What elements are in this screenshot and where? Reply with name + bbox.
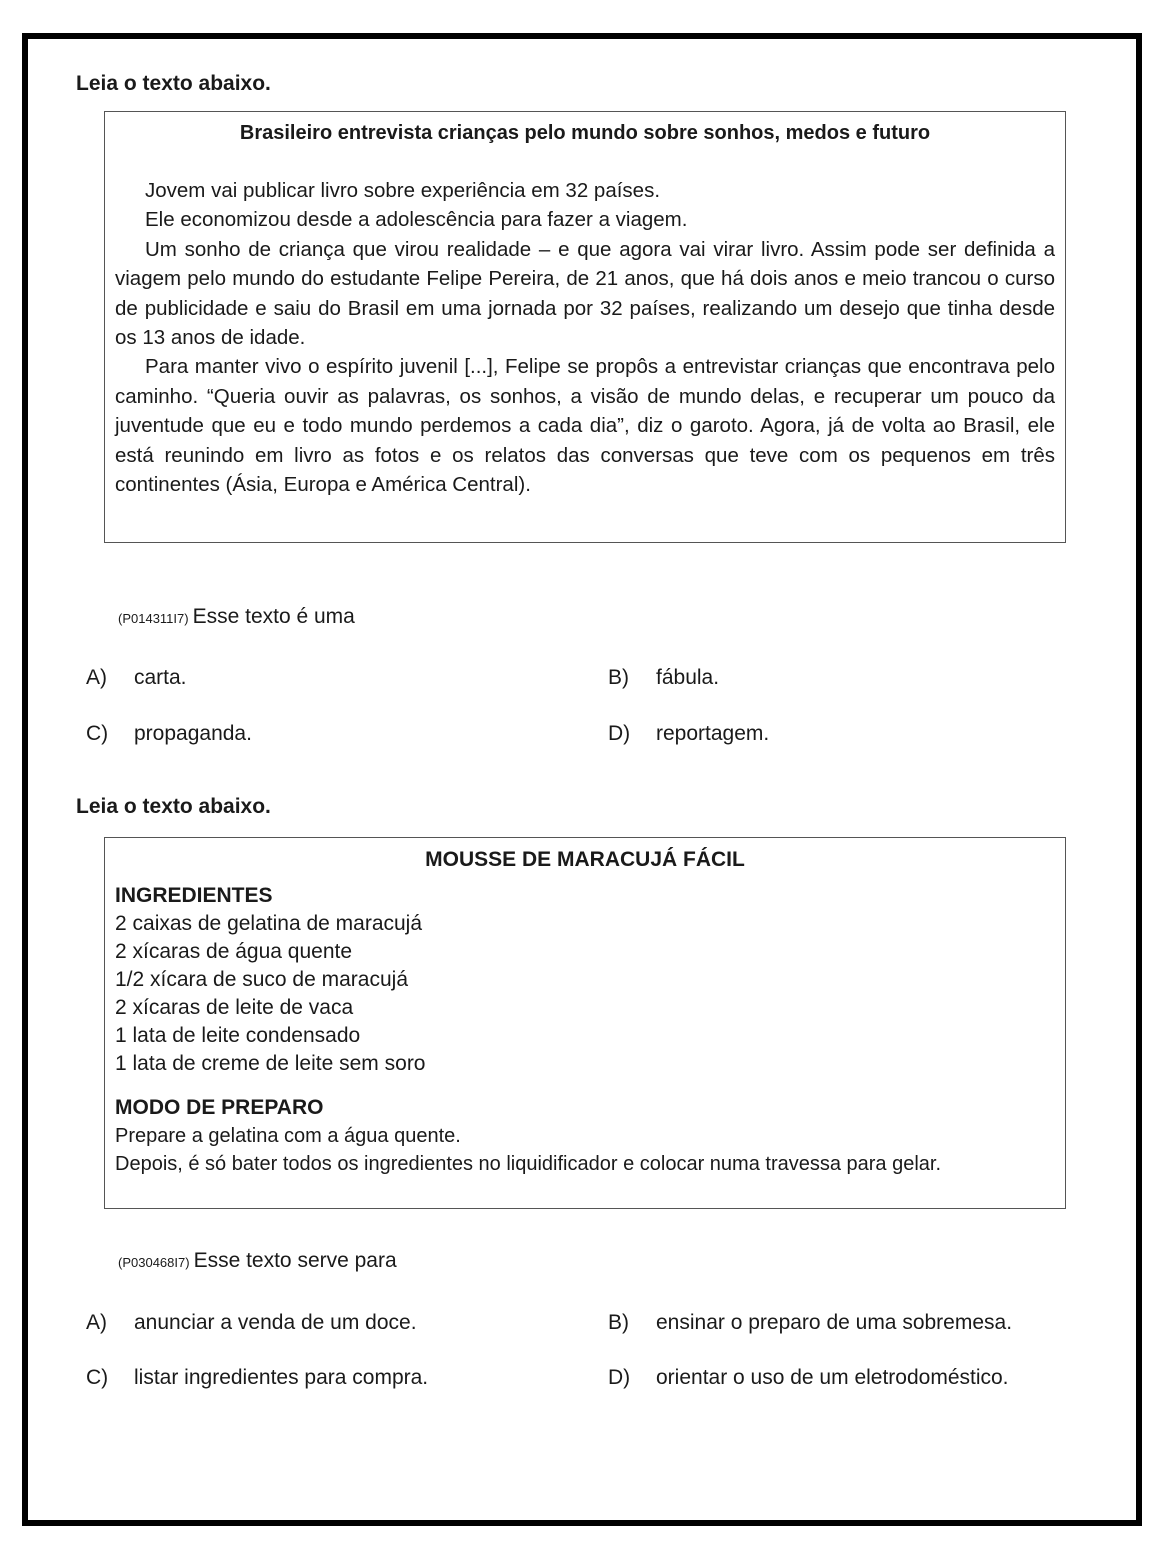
option-a[interactable]: [86, 1311, 417, 1335]
article-paragraph: Para manter vivo o espírito juvenil [...], Felipe se propôs a entrevistar crianças que encontrava pelo caminho. “Queria ouvir as palavras, os sonhos, a visão de mundo delas, e recuperar um pouco da juventude que eu e todo mundo perdemos a cada dia”, diz o garoto. Agora, já de volta ao Brasil, ele está reunindo em livro as fotos e os relatos das conversas que teve com os pequenos em três continentes (Ásia, Europa e América Central).: [115, 355, 1055, 497]
option-text: ensinar o preparo de uma sobremesa.: [656, 1311, 1013, 1334]
ingredient-item: 1 lata de leite condensado: [115, 1024, 361, 1047]
article-paragraph: Um sonho de criança que virou realidade – e que agora vai virar livro. Assim pode ser definida a viagem pelo mundo do estudante Felipe Pereira, de 21 anos, que há dois anos e meio trancou o curso de publicidade e saiu do Brasil em uma jornada por 32 países, realizando um desejo que tinha desde os 13 anos de idade.: [115, 237, 1055, 350]
option-text: reportagem.: [656, 722, 770, 745]
prep-title: MODO DE PREPARO: [115, 1096, 324, 1119]
option-c[interactable]: [86, 722, 252, 746]
ingredients-list: [115, 910, 1055, 1078]
section1-heading: Leia o texto abaixo.: [76, 72, 271, 95]
recipe-box: [104, 837, 1066, 1209]
option-letter: C): [86, 722, 109, 745]
option-letter: D): [608, 1366, 631, 1389]
option-text: listar ingredientes para compra.: [134, 1366, 429, 1389]
option-d[interactable]: [608, 1366, 1009, 1390]
option-a[interactable]: [86, 666, 187, 690]
article-box: [104, 111, 1066, 543]
option-letter: B): [608, 666, 629, 689]
article-paragraph: Ele economizou desde a adolescência para fazer a viagem.: [145, 208, 688, 232]
option-b[interactable]: [608, 666, 719, 690]
option-c[interactable]: [86, 1366, 428, 1390]
prep-line: Prepare a gelatina com a água quente.: [115, 1125, 461, 1147]
article-paragraph: Jovem vai publicar livro sobre experiência em 32 países.: [145, 179, 661, 202]
recipe-title: MOUSSE DE MARACUJÁ FÁCIL: [425, 848, 745, 871]
question-1: [118, 605, 355, 629]
question-text: Esse texto serve para: [193, 1249, 397, 1272]
option-letter: A): [86, 666, 107, 689]
option-text: propaganda.: [134, 722, 252, 745]
option-b[interactable]: [608, 1311, 1012, 1335]
question-text: Esse texto é uma: [192, 605, 355, 628]
option-letter: B): [608, 1311, 629, 1334]
prep-line: Depois, é só bater todos os ingredientes no liquidificador e colocar numa travessa para gelar.: [115, 1153, 942, 1175]
ingredient-item: 2 xícaras de leite de vaca: [115, 996, 354, 1019]
option-text: orientar o uso de um eletrodoméstico.: [656, 1366, 1009, 1389]
question-code: (P030468I7): [118, 1255, 190, 1270]
article-body: [115, 176, 1055, 499]
ingredient-item: 1/2 xícara de suco de maracujá: [115, 968, 408, 991]
option-text: fábula.: [656, 666, 720, 689]
ingredient-item: 2 caixas de gelatina de maracujá: [115, 912, 423, 935]
article-title: Brasileiro entrevista crianças pelo mundo sobre sonhos, medos e futuro: [239, 122, 931, 144]
ingredients-title: INGREDIENTES: [115, 884, 273, 907]
option-letter: A): [86, 1311, 107, 1334]
question-2: [118, 1249, 397, 1273]
question-code: (P014311I7): [118, 611, 189, 626]
option-d[interactable]: [608, 722, 769, 746]
page-frame: [22, 33, 1142, 1526]
option-text: carta.: [134, 666, 187, 689]
option-text: anunciar a venda de um doce.: [134, 1311, 417, 1334]
ingredient-item: 2 xícaras de água quente: [115, 940, 353, 963]
option-letter: C): [86, 1366, 109, 1389]
option-letter: D): [608, 722, 631, 745]
ingredient-item: 1 lata de creme de leite sem soro: [115, 1052, 426, 1075]
section2-heading: Leia o texto abaixo.: [76, 795, 271, 818]
